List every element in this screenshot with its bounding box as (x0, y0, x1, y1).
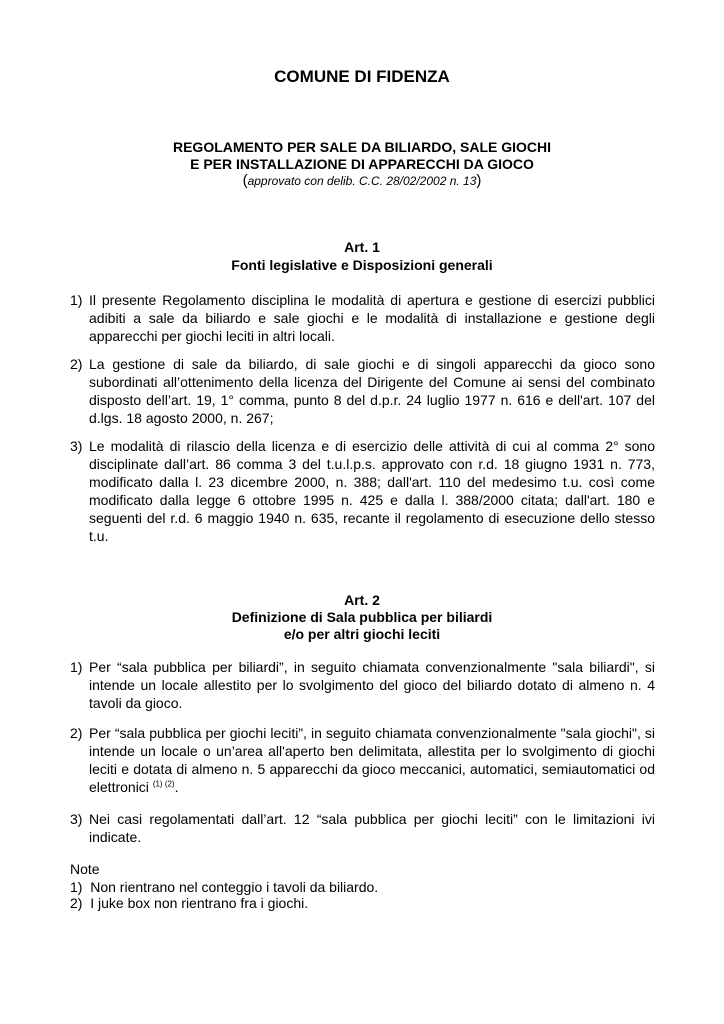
regulation-title-line2: E PER INSTALLAZIONE DI APPARECCHI DA GIOCO (190, 156, 534, 172)
notes-heading: Note (70, 861, 100, 877)
art1-item-1 (70, 291, 655, 345)
item-text: Le modalità di rilascio della licenza e di esercizio delle attività di cui al comma 2° sono disciplinate dall’art. 86 comma 3 del t.u.l.p.s. approvato con r.d. 18 giugno 1931 n. 773, modificato dalla l. 23 dicembre 2000, n. 388; dall'art. 110 del medesimo t.u. così come modificato dalla legge 6 ottobre 1995 n. 425 e dalla l. 388/2000 citata; dall'art. 180 e seguenti del r.d. 6 maggio 1940 n. 635, recante il regolamento di esecuzione dello stesso t.u. (89, 438, 655, 544)
art2-item-2 (70, 724, 655, 796)
item-number: 2) (70, 725, 83, 741)
approval-text: approvato con delib. C.C. 28/02/2002 n. 13 (247, 174, 477, 188)
footnote-ref: (1) (2) (152, 779, 175, 789)
note-2: 2) I juke box non rientrano fra i giochi. (70, 895, 309, 911)
item-text-wrapper (89, 724, 655, 796)
item-text: Per “sala pubblica per giochi leciti”, in seguito chiamata convenzionalmente "sala giochi", si intende un locale o un’area all'aperto ben delimitata, allestita per lo svolgimento di giochi leciti e dotata di almeno n. 5 apparecchi da gioco meccanici, automatici, semiautomatici od elettronici (89, 725, 655, 795)
item-text: Per “sala pubblica per biliardi”, in seguito chiamata convenzionalmente "sala biliardi", si intende un locale allestito per lo svolgimento del gioco del biliardo dotato di almeno n. 4 tavoli da gioco. (89, 659, 655, 711)
item-number: 3) (70, 811, 83, 827)
art2-heading: Art. 2 (344, 592, 380, 608)
item-number: 1) (70, 292, 83, 308)
item-text: Nei casi regolamentati dall’art. 12 “sala pubblica per giochi leciti” con le limitazioni ivi indicate. (89, 811, 655, 845)
note-1: 1) Non rientrano nel conteggio i tavoli da biliardo. (70, 879, 379, 895)
art2-subtitle-line1: Definizione di Sala pubblica per biliardi (231, 609, 493, 625)
art1-subtitle: Fonti legislative e Disposizioni generali (231, 257, 493, 273)
paren-close: ) (476, 172, 482, 189)
art1-item-3 (70, 437, 655, 545)
item-text: Il presente Regolamento disciplina le modalità di apertura e gestione di esercizi pubblici adibiti a sale da biliardo e sale giochi e le modalità di installazione e gestione degli apparecchi per giochi leciti in altri locali. (89, 292, 655, 344)
regulation-title-line1: REGOLAMENTO PER SALE DA BILIARDO, SALE GIOCHI (172, 139, 552, 155)
item-number: 2) (70, 356, 83, 372)
art1-heading: Art. 1 (344, 239, 380, 255)
item-text: La gestione di sale da biliardo, di sale giochi e di singoli apparecchi da gioco sono subordinati all’ottenimento della licenza del Dirigente del Comune ai sensi del combinato disposto dell’art. 19, 1° comma, punto 8 del d.p.r. 24 luglio 1977 n. 616 e dell'art. 107 del d.lgs. 18 agosto 2000, n. 267; (89, 356, 655, 426)
art2-subtitle-line2: e/o per altri giochi leciti (283, 626, 441, 642)
item-text-tail: . (174, 779, 179, 795)
art1-item-2 (70, 355, 655, 427)
art2-item-1 (70, 658, 655, 712)
item-number: 3) (70, 438, 83, 454)
item-number: 1) (70, 659, 83, 675)
art2-item-3 (70, 810, 655, 846)
approval-note (0, 172, 724, 190)
paren-open: ( (242, 172, 248, 189)
municipality-title: COMUNE DI FIDENZA (274, 67, 450, 86)
